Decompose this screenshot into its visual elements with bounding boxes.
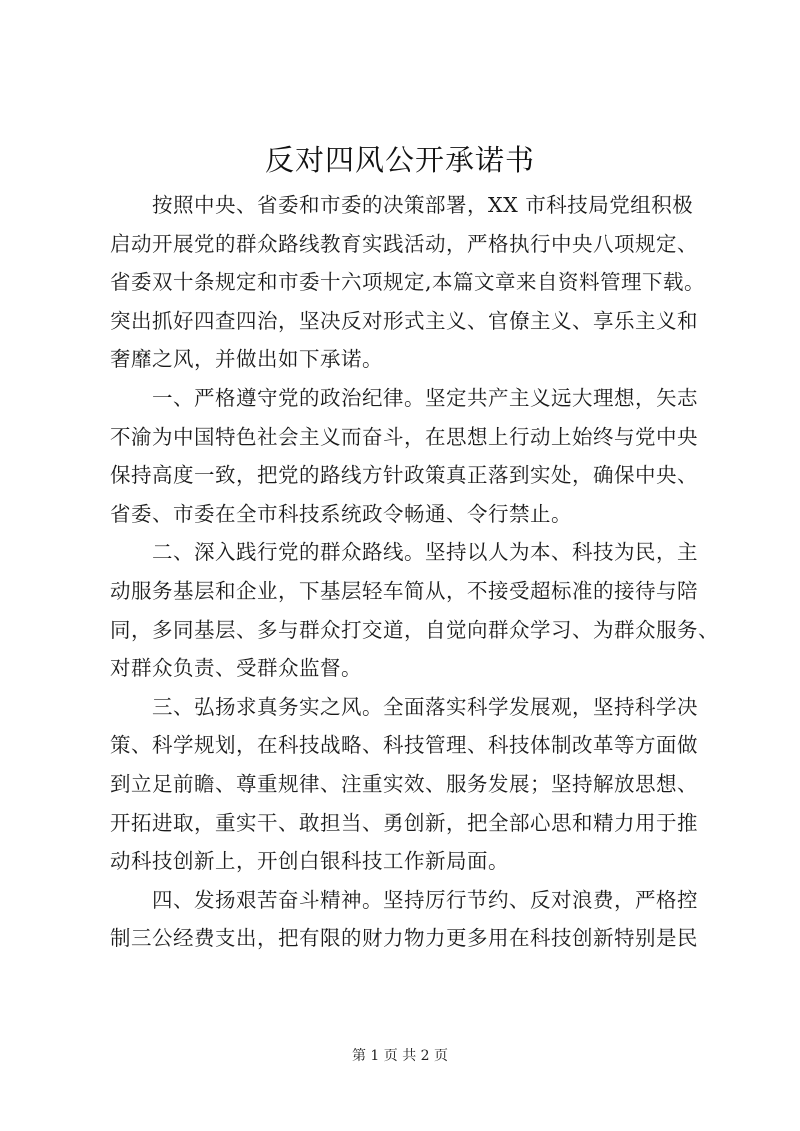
text-line: 策、科学规划，在科技战略、科技管理、科技体制改革等方面做 bbox=[110, 733, 698, 758]
text-line: 三、弘扬求真务实之风。全面落实科学发展观，坚持科学决 bbox=[110, 694, 698, 719]
document-title: 反对四风公开承诺书 bbox=[264, 143, 535, 177]
text-line: 同，多同基层、多与群众打交道，自觉向群众学习、为群众服务、 bbox=[110, 617, 719, 642]
text-line: 开拓进取，重实干、敢担当、勇创新，把全部心思和精力用于推 bbox=[110, 810, 698, 835]
paragraph-2 bbox=[110, 533, 719, 687]
text-line: 突出抓好四查四治，坚决反对形式主义、官僚主义、享乐主义和 bbox=[110, 308, 698, 333]
text-line: 对群众负责、受群众监督。 bbox=[110, 656, 362, 681]
text-line: 奢靡之风，并做出如下承诺。 bbox=[110, 347, 383, 372]
text-line: 四、发扬艰苦奋斗精神。坚持厉行节约、反对浪费，严格控 bbox=[110, 887, 698, 912]
text-line: 动科技创新上，开创白银科技工作新局面。 bbox=[110, 849, 509, 874]
paragraph-1 bbox=[110, 379, 710, 533]
text-line: 一、严格遵守党的政治纪律。坚定共产主义远大理想，矢志 bbox=[110, 385, 698, 410]
page-footer: 第 1 页 共 2 页 bbox=[351, 1048, 449, 1064]
text-line: 二、深入践行党的群众路线。坚持以人为本、科技为民，主 bbox=[110, 540, 698, 565]
text-line: 保持高度一致，把党的路线方针政策真正落到实处，确保中央、 bbox=[110, 463, 698, 488]
text-line: 不渝为中国特色社会主义而奋斗，在思想上行动上始终与党中央 bbox=[110, 424, 698, 449]
text-line: 启动开展党的群众路线教育实践活动，严格执行中央八项规定、 bbox=[110, 231, 698, 256]
text-line: 到立足前瞻、尊重规律、注重实效、服务发展；坚持解放思想、 bbox=[110, 771, 698, 796]
text-line: 动服务基层和企业，下基层轻车简从，不接受超标准的接待与陪 bbox=[110, 578, 698, 603]
text-line: 按照中央、省委和市委的决策部署，XX 市科技局党组积极 bbox=[110, 193, 694, 217]
document-body bbox=[110, 186, 719, 958]
paragraph-4 bbox=[110, 881, 710, 958]
text-line: 制三公经费支出，把有限的财力物力更多用在科技创新特别是民 bbox=[110, 926, 698, 951]
text-line: 省委双十条规定和市委十六项规定,本篇文章来自资料管理下载。 bbox=[110, 270, 706, 295]
paragraph-3 bbox=[110, 688, 710, 881]
paragraph-intro bbox=[110, 186, 710, 379]
text-line: 省委、市委在全市科技系统政令畅通、令行禁止。 bbox=[110, 501, 572, 526]
